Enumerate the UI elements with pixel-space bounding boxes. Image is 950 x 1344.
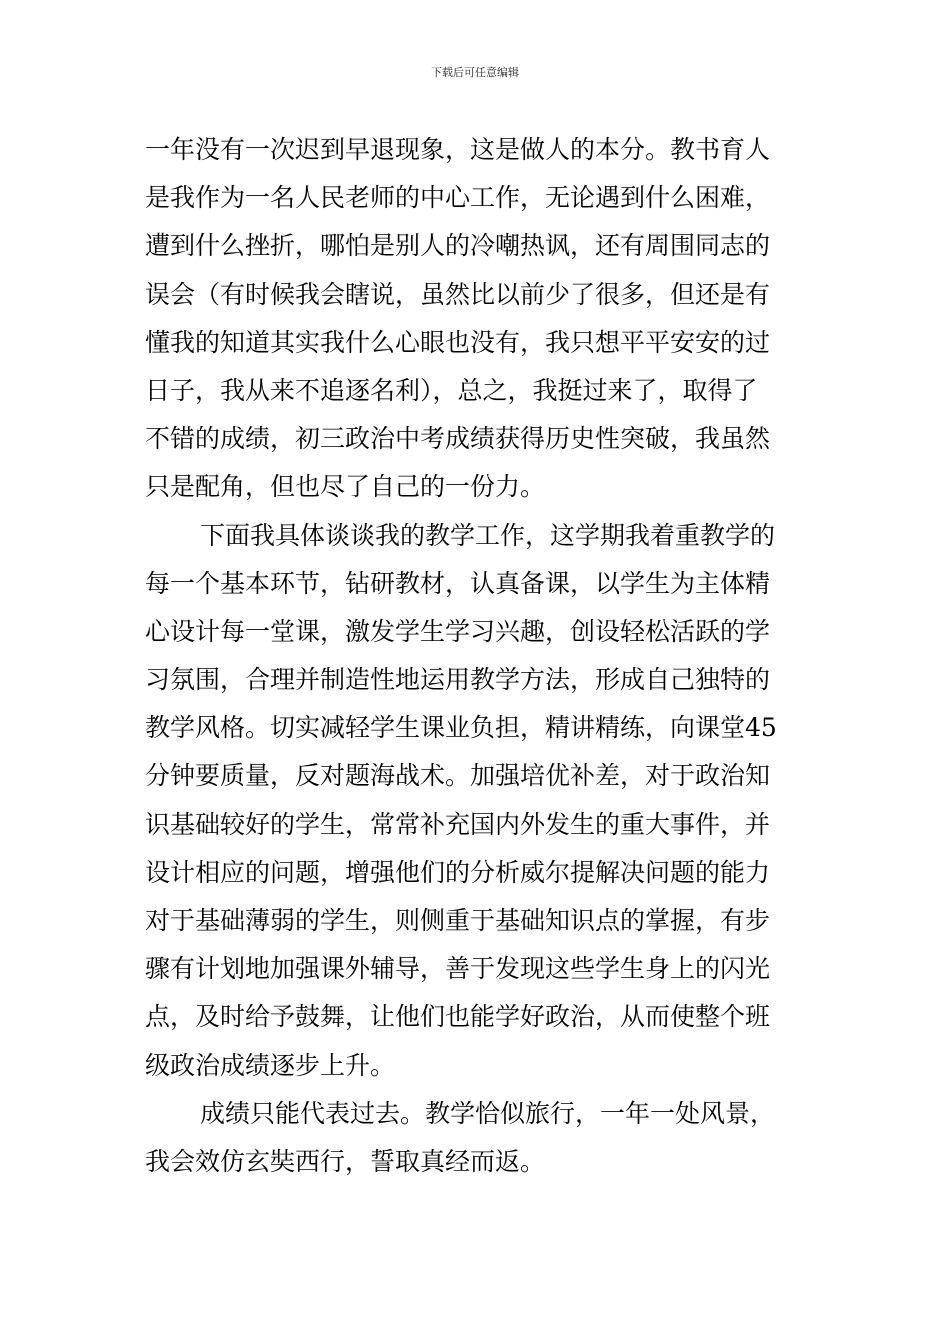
text-line: 教学风格。切实减轻学生课业负担，精讲精练，向课堂45 bbox=[145, 713, 777, 743]
text-line: 我会效仿玄奘西行，誓取真经而返。 bbox=[145, 1146, 546, 1176]
paragraph-1 bbox=[145, 126, 809, 512]
text-line: 级政治成绩逐步上升。 bbox=[145, 1050, 396, 1080]
text-line: 对于基础薄弱的学生，则侧重于基础知识点的掌握，有步 bbox=[145, 906, 771, 935]
text-line: 骤有计划地加强课外辅导，善于发现这些学生身上的闪光 bbox=[145, 954, 771, 984]
page-header: 下载后可任意编辑 bbox=[431, 66, 519, 79]
text-line: 设计相应的问题，增强他们的分析威尔提解决问题的能力 bbox=[145, 857, 771, 887]
text-line: 日子，我从来不追逐名利），总之，我挺过来了，取得了 bbox=[145, 375, 758, 405]
text-line: 是我作为一名人民老师的中心工作，无论遇到什么困难， bbox=[145, 183, 771, 213]
text-line: 分钟要质量，反对题海战术。加强培优补差，对于政治知 bbox=[145, 761, 771, 791]
text-line: 识基础较好的学生，常常补充国内外发生的重大事件，并 bbox=[145, 809, 771, 839]
text-line: 只是配角，但也尽了自己的一份力。 bbox=[145, 472, 546, 502]
text-line-first: 下面我具体谈谈我的教学工作，这学期我着重教学的 bbox=[200, 520, 776, 550]
text-line: 遭到什么挫折，哪怕是别人的冷嘲热讽，还有周围同志的 bbox=[145, 231, 771, 261]
text-line: 一年没有一次迟到早退现象，这是做人的本分。教书育人 bbox=[145, 135, 771, 164]
text-line: 心设计每一堂课，激发学生学习兴趣，创设轻松活跃的学 bbox=[145, 616, 771, 646]
text-line: 不错的成绩，初三政治中考成绩获得历史性突破，我虽然 bbox=[145, 424, 771, 454]
text-line: 误会（有时候我会瞎说，虽然比以前少了很多，但还是有 bbox=[145, 279, 771, 309]
document-body bbox=[145, 126, 809, 1186]
text-line: 点，及时给予鼓舞，让他们也能学好政治，从而使整个班 bbox=[145, 1002, 771, 1032]
paragraph-3 bbox=[145, 1090, 809, 1186]
text-line: 习氛围，合理并制造性地运用教学方法，形成自己独特的 bbox=[145, 665, 771, 695]
text-line: 每一个基本环节，钻研教材，认真备课，以学生为主体精 bbox=[145, 568, 771, 598]
text-line-first: 成绩只能代表过去。教学恰似旅行，一年一处风景， bbox=[200, 1098, 776, 1128]
text-line: 懂我的知道其实我什么心眼也没有，我只想平平安安的过 bbox=[145, 327, 771, 357]
paragraph-2 bbox=[145, 512, 809, 1090]
